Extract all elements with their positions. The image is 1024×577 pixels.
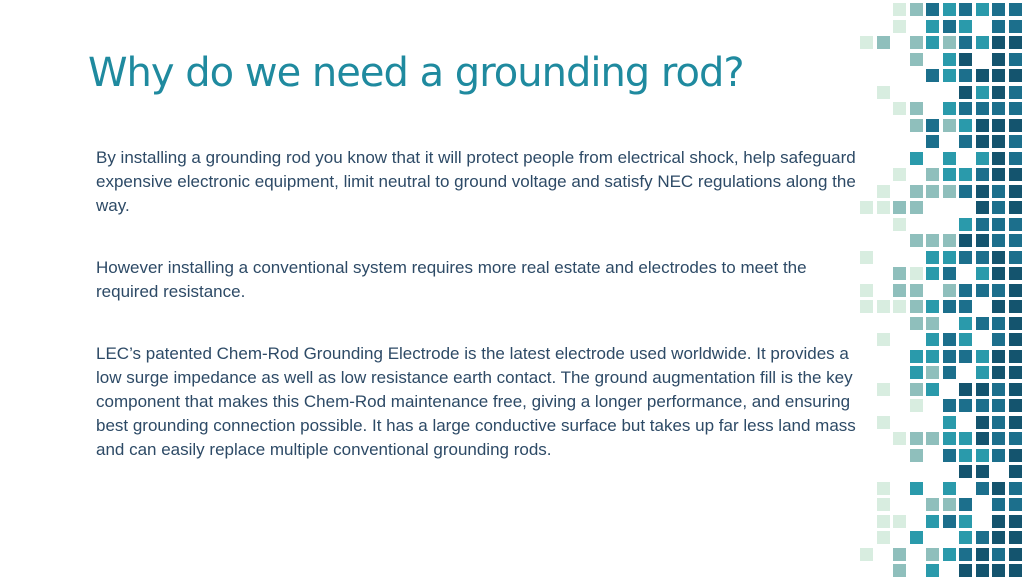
mosaic-tile: [976, 119, 989, 132]
mosaic-tile: [860, 201, 873, 214]
mosaic-tile: [926, 515, 939, 528]
slide-title: Why do we need a grounding rod?: [88, 50, 744, 96]
mosaic-tile: [992, 531, 1005, 544]
mosaic-tile: [992, 284, 1005, 297]
mosaic-tile: [943, 168, 956, 181]
mosaic-tile: [1009, 284, 1022, 297]
mosaic-tile: [1009, 3, 1022, 16]
mosaic-tile: [943, 416, 956, 429]
mosaic-tile: [910, 432, 923, 445]
mosaic-tile: [943, 20, 956, 33]
mosaic-tile: [1009, 102, 1022, 115]
mosaic-tile: [910, 350, 923, 363]
mosaic-tile: [992, 300, 1005, 313]
mosaic-tile: [860, 300, 873, 313]
mosaic-tile: [976, 416, 989, 429]
mosaic-tile: [943, 234, 956, 247]
mosaic-tile: [959, 251, 972, 264]
mosaic-tile: [943, 432, 956, 445]
mosaic-tile: [976, 366, 989, 379]
mosaic-tile: [1009, 251, 1022, 264]
mosaic-tile: [1009, 53, 1022, 66]
paragraph-conventional-system: However installing a conventional system requires more real estate and electrodes to meet the required resistance.: [96, 258, 807, 301]
mosaic-tile: [910, 53, 923, 66]
mosaic-tile: [976, 465, 989, 478]
mosaic-tile: [976, 234, 989, 247]
mosaic-tile: [860, 284, 873, 297]
mosaic-tile: [976, 135, 989, 148]
mosaic-tile: [943, 251, 956, 264]
mosaic-tile: [1009, 416, 1022, 429]
mosaic-tile: [992, 218, 1005, 231]
mosaic-tile: [976, 168, 989, 181]
mosaic-tile: [992, 350, 1005, 363]
mosaic-tile: [943, 36, 956, 49]
mosaic-tile: [959, 69, 972, 82]
mosaic-tile: [926, 119, 939, 132]
mosaic-tile: [959, 333, 972, 346]
mosaic-tile: [910, 201, 923, 214]
mosaic-tile: [959, 135, 972, 148]
mosaic-tile: [926, 135, 939, 148]
mosaic-tile: [860, 548, 873, 561]
mosaic-tile: [1009, 449, 1022, 462]
mosaic-tile: [1009, 234, 1022, 247]
mosaic-tile: [926, 564, 939, 577]
mosaic-tile: [976, 399, 989, 412]
mosaic-tile: [926, 317, 939, 330]
mosaic-tile: [976, 284, 989, 297]
mosaic-tile: [992, 168, 1005, 181]
mosaic-tile: [877, 86, 890, 99]
mosaic-tile: [992, 20, 1005, 33]
mosaic-tile: [1009, 399, 1022, 412]
mosaic-tile: [943, 498, 956, 511]
mosaic-tile: [910, 366, 923, 379]
mosaic-tile: [992, 432, 1005, 445]
mosaic-tile: [976, 152, 989, 165]
mosaic-tile: [893, 218, 906, 231]
mosaic-tile: [1009, 548, 1022, 561]
mosaic-tile: [926, 267, 939, 280]
mosaic-tile: [992, 515, 1005, 528]
mosaic-tile: [1009, 531, 1022, 544]
mosaic-tile: [926, 20, 939, 33]
mosaic-tile: [910, 3, 923, 16]
mosaic-tile: [926, 168, 939, 181]
mosaic-tile: [959, 168, 972, 181]
mosaic-tile: [992, 416, 1005, 429]
mosaic-tile: [959, 317, 972, 330]
mosaic-tile: [943, 300, 956, 313]
mosaic-tile: [943, 267, 956, 280]
mosaic-tile: [1009, 86, 1022, 99]
mosaic-tile: [992, 135, 1005, 148]
mosaic-tile: [976, 86, 989, 99]
mosaic-tile: [877, 498, 890, 511]
mosaic-tile: [992, 201, 1005, 214]
mosaic-tile: [976, 531, 989, 544]
mosaic-tile: [959, 86, 972, 99]
mosaic-tile: [976, 102, 989, 115]
mosaic-tile: [910, 300, 923, 313]
mosaic-tile: [959, 102, 972, 115]
mosaic-tile: [877, 300, 890, 313]
mosaic-tile: [943, 482, 956, 495]
mosaic-tile: [1009, 69, 1022, 82]
mosaic-tile: [926, 300, 939, 313]
mosaic-tile: [860, 36, 873, 49]
mosaic-tile: [1009, 218, 1022, 231]
mosaic-tile: [976, 564, 989, 577]
mosaic-tile: [943, 119, 956, 132]
mosaic-tile: [959, 53, 972, 66]
mosaic-tile: [893, 548, 906, 561]
mosaic-tile: [860, 251, 873, 264]
mosaic-tile: [943, 102, 956, 115]
mosaic-tile: [1009, 515, 1022, 528]
mosaic-tile: [926, 251, 939, 264]
mosaic-tile: [926, 366, 939, 379]
decorative-tile-mosaic: [858, 0, 1024, 576]
mosaic-tile: [992, 185, 1005, 198]
paragraph-chem-rod: LEC’s patented Chem-Rod Grounding Electrode is the latest electrode used worldwide. It provides a low surge impedance as well as low resistance earth contact. The ground augmentation fill is the key component that makes this Chem-Rod maintenance free, giving a longer performance, and ensuring best grounding connection possible. It has a large conductive surface but takes up far less land mass and can easily replace multiple conventional grounding rods.: [96, 344, 856, 459]
mosaic-tile: [910, 317, 923, 330]
mosaic-tile: [976, 69, 989, 82]
mosaic-tile: [910, 234, 923, 247]
mosaic-tile: [910, 267, 923, 280]
mosaic-tile: [976, 218, 989, 231]
mosaic-tile: [877, 201, 890, 214]
mosaic-tile: [992, 152, 1005, 165]
mosaic-tile: [976, 432, 989, 445]
mosaic-tile: [910, 36, 923, 49]
mosaic-tile: [959, 234, 972, 247]
mosaic-tile: [976, 317, 989, 330]
mosaic-tile: [943, 333, 956, 346]
mosaic-tile: [910, 152, 923, 165]
mosaic-tile: [959, 119, 972, 132]
mosaic-tile: [992, 482, 1005, 495]
mosaic-tile: [943, 284, 956, 297]
mosaic-tile: [992, 399, 1005, 412]
mosaic-tile: [926, 333, 939, 346]
mosaic-tile: [943, 449, 956, 462]
mosaic-tile: [992, 449, 1005, 462]
mosaic-tile: [992, 3, 1005, 16]
mosaic-tile: [959, 531, 972, 544]
mosaic-tile: [1009, 168, 1022, 181]
mosaic-tile: [943, 3, 956, 16]
mosaic-tile: [910, 383, 923, 396]
mosaic-tile: [976, 449, 989, 462]
mosaic-tile: [959, 564, 972, 577]
mosaic-tile: [959, 548, 972, 561]
mosaic-tile: [1009, 564, 1022, 577]
mosaic-tile: [926, 432, 939, 445]
mosaic-tile: [1009, 482, 1022, 495]
mosaic-tile: [976, 350, 989, 363]
mosaic-tile: [893, 515, 906, 528]
mosaic-tile: [992, 53, 1005, 66]
mosaic-tile: [976, 383, 989, 396]
mosaic-tile: [992, 548, 1005, 561]
mosaic-tile: [959, 350, 972, 363]
mosaic-tile: [1009, 36, 1022, 49]
mosaic-tile: [926, 350, 939, 363]
mosaic-tile: [943, 366, 956, 379]
mosaic-tile: [992, 498, 1005, 511]
mosaic-tile: [1009, 350, 1022, 363]
mosaic-tile: [976, 267, 989, 280]
mosaic-tile: [1009, 152, 1022, 165]
mosaic-tile: [893, 168, 906, 181]
mosaic-tile: [959, 185, 972, 198]
slide-body: [96, 146, 856, 500]
mosaic-tile: [992, 69, 1005, 82]
mosaic-tile: [877, 333, 890, 346]
mosaic-tile: [992, 366, 1005, 379]
mosaic-tile: [926, 548, 939, 561]
mosaic-tile: [910, 119, 923, 132]
mosaic-tile: [877, 531, 890, 544]
mosaic-tile: [1009, 366, 1022, 379]
mosaic-tile: [992, 86, 1005, 99]
mosaic-tile: [959, 399, 972, 412]
mosaic-tile: [943, 69, 956, 82]
mosaic-tile: [1009, 432, 1022, 445]
mosaic-tile: [992, 119, 1005, 132]
mosaic-tile: [943, 53, 956, 66]
mosaic-tile: [926, 498, 939, 511]
mosaic-tile: [1009, 135, 1022, 148]
mosaic-tile: [959, 218, 972, 231]
mosaic-tile: [893, 20, 906, 33]
mosaic-tile: [926, 185, 939, 198]
mosaic-tile: [943, 399, 956, 412]
mosaic-tile: [926, 36, 939, 49]
mosaic-tile: [959, 515, 972, 528]
mosaic-tile: [959, 20, 972, 33]
mosaic-tile: [992, 333, 1005, 346]
mosaic-tile: [959, 449, 972, 462]
mosaic-tile: [959, 383, 972, 396]
mosaic-tile: [910, 399, 923, 412]
mosaic-tile: [877, 515, 890, 528]
mosaic-tile: [877, 185, 890, 198]
mosaic-tile: [992, 102, 1005, 115]
mosaic-tile: [1009, 20, 1022, 33]
mosaic-tile: [976, 36, 989, 49]
mosaic-tile: [959, 432, 972, 445]
mosaic-tile: [1009, 267, 1022, 280]
mosaic-tile: [992, 251, 1005, 264]
mosaic-tile: [976, 548, 989, 561]
mosaic-tile: [877, 416, 890, 429]
mosaic-tile: [926, 3, 939, 16]
mosaic-tile: [1009, 465, 1022, 478]
mosaic-tile: [976, 3, 989, 16]
mosaic-tile: [910, 284, 923, 297]
mosaic-tile: [976, 185, 989, 198]
mosaic-tile: [943, 548, 956, 561]
mosaic-tile: [943, 350, 956, 363]
mosaic-tile: [1009, 119, 1022, 132]
mosaic-tile: [1009, 498, 1022, 511]
mosaic-tile: [910, 185, 923, 198]
mosaic-tile: [893, 3, 906, 16]
mosaic-tile: [910, 531, 923, 544]
mosaic-tile: [959, 300, 972, 313]
mosaic-tile: [910, 102, 923, 115]
mosaic-tile: [992, 36, 1005, 49]
mosaic-tile: [992, 564, 1005, 577]
mosaic-tile: [976, 482, 989, 495]
mosaic-tile: [1009, 383, 1022, 396]
mosaic-tile: [976, 251, 989, 264]
mosaic-tile: [893, 432, 906, 445]
mosaic-tile: [1009, 333, 1022, 346]
mosaic-tile: [1009, 185, 1022, 198]
paragraph-grounding-benefits: By installing a grounding rod you know that it will protect people from electrical shock, help safeguard expensive electronic equipment, limit neutral to ground voltage and satisfy NEC regulations along the way.: [96, 148, 856, 215]
mosaic-tile: [926, 69, 939, 82]
mosaic-tile: [959, 498, 972, 511]
mosaic-tile: [893, 284, 906, 297]
mosaic-tile: [976, 201, 989, 214]
mosaic-tile: [1009, 201, 1022, 214]
mosaic-tile: [893, 102, 906, 115]
mosaic-tile: [877, 36, 890, 49]
mosaic-tile: [943, 515, 956, 528]
mosaic-tile: [992, 383, 1005, 396]
mosaic-tile: [926, 234, 939, 247]
mosaic-tile: [959, 284, 972, 297]
mosaic-tile: [959, 36, 972, 49]
mosaic-tile: [992, 317, 1005, 330]
mosaic-tile: [910, 449, 923, 462]
mosaic-tile: [877, 383, 890, 396]
mosaic-tile: [877, 482, 890, 495]
mosaic-tile: [893, 201, 906, 214]
mosaic-tile: [1009, 317, 1022, 330]
mosaic-tile: [943, 152, 956, 165]
mosaic-tile: [910, 482, 923, 495]
mosaic-tile: [943, 185, 956, 198]
mosaic-tile: [959, 3, 972, 16]
mosaic-tile: [893, 564, 906, 577]
mosaic-tile: [1009, 300, 1022, 313]
mosaic-tile: [959, 465, 972, 478]
mosaic-tile: [992, 234, 1005, 247]
mosaic-tile: [893, 267, 906, 280]
mosaic-tile: [926, 383, 939, 396]
mosaic-tile: [992, 267, 1005, 280]
mosaic-tile: [893, 300, 906, 313]
